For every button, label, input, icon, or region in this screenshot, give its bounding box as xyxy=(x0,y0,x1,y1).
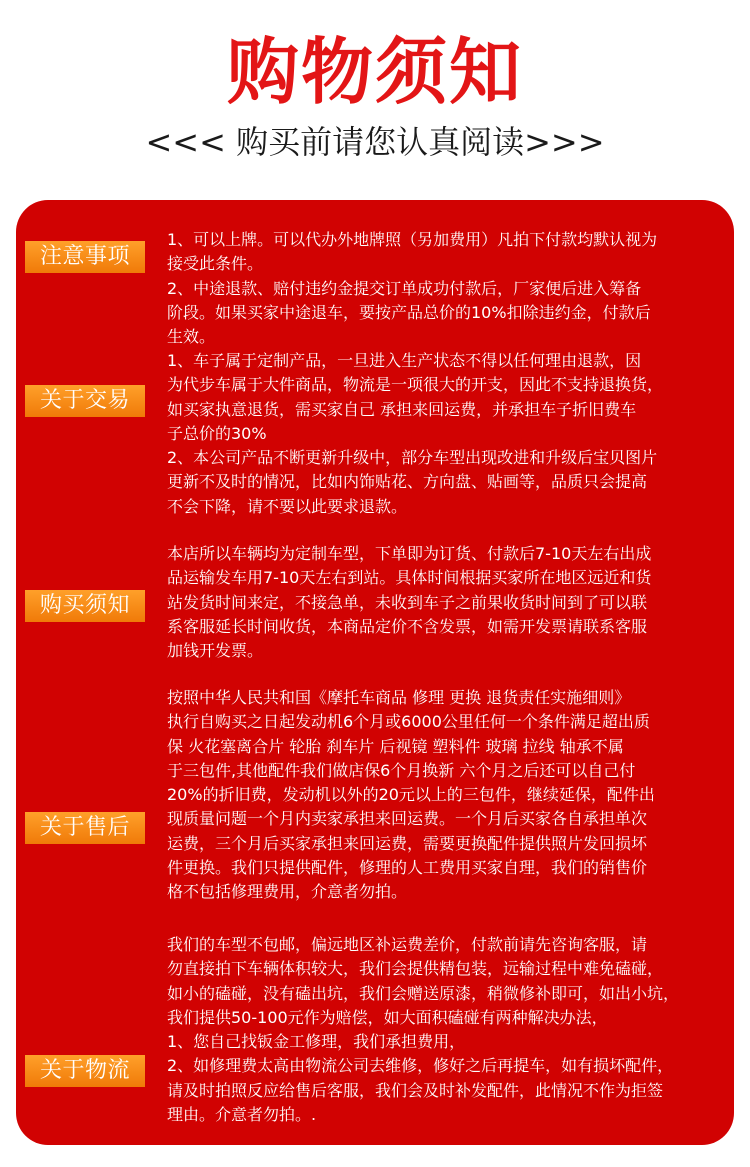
text-line: 为代步车属于大件商品，物流是一项很大的开支，因此不支持退换货， xyxy=(167,375,664,395)
section-text-purchase xyxy=(167,542,715,663)
text-line: 件更换。我们只提供配件，修理的人工费用买家自理，我们的销售价 xyxy=(167,858,648,878)
section-text-aftersales xyxy=(167,686,715,905)
text-line: 现质量问题一个月内卖家承担来回运费。一个月后买家各自承担单次 xyxy=(167,809,648,829)
text-line: 我们的车型不包邮，偏远地区补运费差价，付款前请先咨询客服，请 xyxy=(167,935,648,954)
text-line: 1、可以上牌。可以代办外地牌照（另加费用）凡拍下付款均默认视为 xyxy=(167,230,658,249)
text-line: 本店所以车辆均为定制车型，下单即为订货、付款后7-10天左右出成 xyxy=(167,544,652,563)
text-line: 请及时拍照反应给售后客服，我们会及时补发配件，此情况不作为拒签 xyxy=(167,1080,664,1100)
section-label-trade: 关于交易 xyxy=(25,385,145,417)
text-line: 1、车子属于定制产品，一旦进入生产状态不得以任何理由退款，因 xyxy=(167,351,642,370)
text-line: 接受此条件。 xyxy=(167,254,264,274)
text-line: 不会下降，请不要以此要求退款。 xyxy=(167,496,408,516)
section-label-purchase: 购买须知 xyxy=(25,590,145,622)
section-text-notes xyxy=(167,228,715,349)
text-line: 品运输发车用7-10天左右到站。具体时间根据买家所在地区远近和货 xyxy=(167,568,652,588)
section-text-logistics xyxy=(167,933,715,1127)
text-line: 于三包件,其他配件我们做店保6个月换新 六个月之后还可以自己付 xyxy=(167,760,636,780)
text-line: 系客服延长时间收货，本商品定价不含发票，如需开发票请联系客服 xyxy=(167,616,648,636)
text-line: 如小的磕碰，没有磕出坑，我们会赠送原漆，稍微修补即可，如出小坑， xyxy=(167,983,680,1003)
text-line: 生效。 xyxy=(167,327,216,347)
section-label-logistics: 关于物流 xyxy=(25,1055,145,1087)
text-line: 格不包括修理费用，介意者勿拍。 xyxy=(167,882,408,902)
section-label-notes: 注意事项 xyxy=(25,241,145,273)
text-line: 我们提供50-100元作为赔偿，如大面积磕碰有两种解决办法， xyxy=(167,1007,608,1027)
text-line: 运费，三个月后买家承担来回运费，需要更换配件提供照片发回损坏 xyxy=(167,833,648,853)
section-text-trade xyxy=(167,349,715,519)
text-line: 2、中途退款、赔付违约金提交订单成功付款后，厂家便后进入筹备 xyxy=(167,278,642,298)
section-label-aftersales: 关于售后 xyxy=(25,812,145,844)
text-line: 理由。介意者勿拍。. xyxy=(167,1105,317,1125)
text-line: 阶段。如果买家中途退车，要按产品总价的10%扣除违约金，付款后 xyxy=(167,302,651,322)
text-line: 保 火花塞离合片 轮胎 刹车片 后视镜 塑料件 玻璃 拉线 轴承不属 xyxy=(167,736,624,756)
text-line: 勿直接拍下车辆体积较大，我们会提供精包装，远输过程中难免磕碰， xyxy=(167,959,664,979)
text-line: 1、您自己找钣金工修理，我们承担费用， xyxy=(167,1032,466,1052)
text-line: 子总价的30% xyxy=(167,423,267,443)
text-line: 更新不及时的情况，比如内饰贴花、方向盘、贴画等，品质只会提高 xyxy=(167,472,648,492)
text-line: 2、本公司产品不断更新升级中，部分车型出现改进和升级后宝贝图片 xyxy=(167,448,658,468)
text-line: 加钱开发票。 xyxy=(167,641,264,661)
page-subtitle: <<< 购买前请您认真阅读>>> xyxy=(145,123,605,161)
text-line: 20%的折旧费，发动机以外的20元以上的三包件，继续延保，配件出 xyxy=(167,785,655,805)
text-line: 执行自购买之日起发动机6个月或6000公里任何一个条件满足超出质 xyxy=(167,712,650,732)
text-line: 站发货时间来定，不接急单，未收到车子之前果收货时间到了可以联 xyxy=(167,592,648,612)
text-line: 如买家执意退货，需买家自己 承担来回运费，并承担车子折旧费车 xyxy=(167,399,637,419)
text-line: 2、如修理费太高由物流公司去维修，修好之后再提车，如有损坏配件， xyxy=(167,1056,674,1076)
page-title: 购物须知 xyxy=(226,30,523,114)
text-line: 按照中华人民共和国《摩托车商品 修理 更换 退货责任实施细则》 xyxy=(167,688,631,707)
